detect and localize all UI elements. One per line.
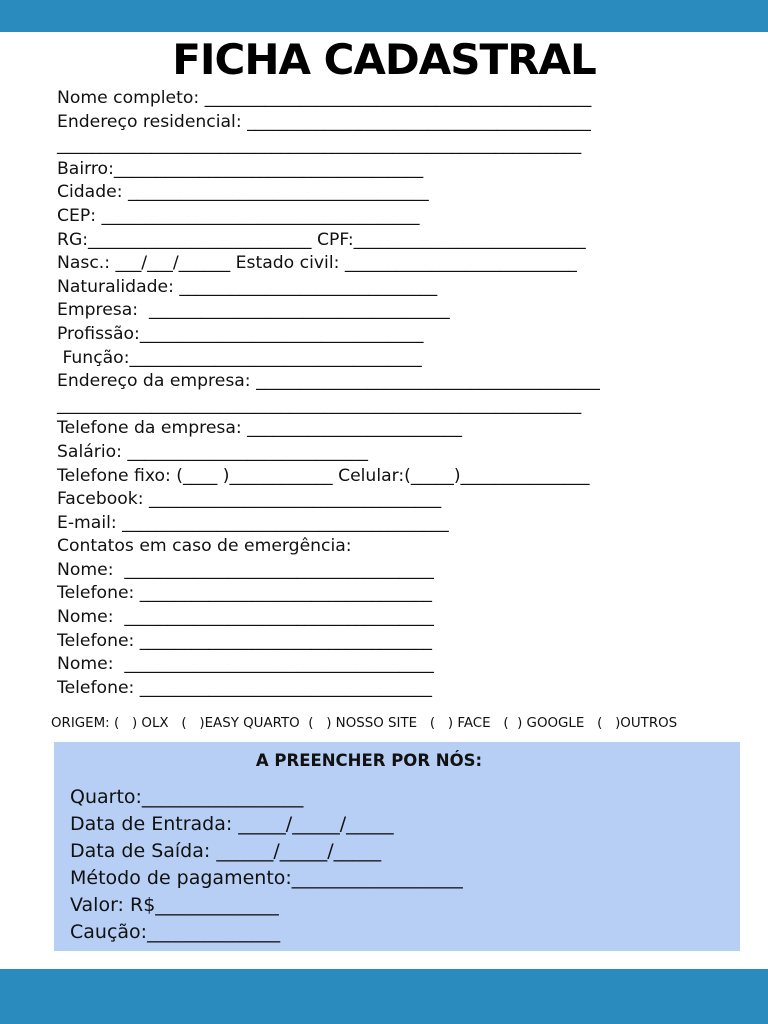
field-email[interactable]: E-mail: ______________________________________ bbox=[57, 512, 449, 533]
field-deposit[interactable]: Caução:______________ bbox=[70, 921, 281, 943]
field-emergency-name-3[interactable]: Nome: ____________________________________ bbox=[57, 654, 434, 675]
field-home-address[interactable]: Endereço residencial: ________________________________________ bbox=[57, 111, 591, 132]
field-salary[interactable]: Salário: ____________________________ bbox=[57, 441, 368, 462]
registration-fields bbox=[57, 87, 757, 700]
field-company[interactable]: Empresa: ___________________________________ bbox=[57, 300, 450, 321]
field-home-address-cont[interactable]: _____________________________________________________________ bbox=[57, 135, 582, 156]
field-role[interactable]: Função:__________________________________ bbox=[57, 347, 422, 368]
field-phones[interactable]: Telefone fixo: (____ )____________ Celular:(_____)_______________ bbox=[57, 465, 590, 486]
field-company-phone[interactable]: Telefone da empresa: _________________________ bbox=[57, 418, 462, 439]
field-birthplace[interactable]: Naturalidade: ______________________________ bbox=[57, 276, 438, 297]
field-emergency-name-1[interactable]: Nome: ____________________________________ bbox=[57, 559, 434, 580]
internal-panel-title: A PREENCHER POR NÓS: bbox=[255, 751, 483, 770]
field-facebook[interactable]: Facebook: __________________________________ bbox=[57, 489, 442, 510]
field-profession[interactable]: Profissão:_________________________________ bbox=[57, 323, 424, 344]
field-room[interactable]: Quarto:_________________ bbox=[70, 786, 304, 808]
field-neighborhood[interactable]: Bairro:____________________________________ bbox=[57, 158, 424, 179]
field-emergency-name-2[interactable]: Nome: ____________________________________ bbox=[57, 607, 434, 628]
field-company-address-cont[interactable]: _____________________________________________________________ bbox=[57, 394, 582, 415]
emergency-contacts-heading: Contatos em caso de emergência: bbox=[57, 536, 352, 557]
origin-options[interactable]: ORIGEM: ( ) OLX ( )EASY QUARTO ( ) NOSSO SITE ( ) FACE ( ) GOOGLE ( )OUTROS bbox=[51, 716, 678, 731]
field-entry-date[interactable]: Data de Entrada: _____/_____/_____ bbox=[70, 813, 394, 835]
field-rg-cpf[interactable]: RG:__________________________ CPF:___________________________ bbox=[57, 229, 586, 250]
field-amount[interactable]: Valor: R$_____________ bbox=[70, 894, 279, 916]
field-full-name[interactable]: Nome completo: _____________________________________________ bbox=[57, 88, 592, 108]
field-payment-method[interactable]: Método de pagamento:__________________ bbox=[70, 867, 463, 889]
bottom-banner bbox=[0, 969, 768, 1024]
field-emergency-phone-2[interactable]: Telefone: __________________________________ bbox=[57, 630, 432, 651]
internal-fields bbox=[70, 784, 720, 946]
top-banner bbox=[0, 0, 768, 32]
field-exit-date[interactable]: Data de Saída: ______/_____/_____ bbox=[70, 840, 382, 862]
field-birth-marital[interactable]: Nasc.: ___/___/______ Estado civil: ___________________________ bbox=[57, 253, 577, 274]
field-company-address[interactable]: Endereço da empresa: ________________________________________ bbox=[57, 371, 600, 392]
field-emergency-phone-3[interactable]: Telefone: __________________________________ bbox=[57, 677, 432, 698]
field-city[interactable]: Cidade: ___________________________________ bbox=[57, 182, 429, 203]
field-emergency-phone-1[interactable]: Telefone: __________________________________ bbox=[57, 583, 432, 604]
internal-use-panel bbox=[54, 742, 740, 951]
page-title: FICHA CADASTRAL bbox=[172, 35, 596, 84]
field-zip[interactable]: CEP: _____________________________________ bbox=[57, 205, 420, 226]
